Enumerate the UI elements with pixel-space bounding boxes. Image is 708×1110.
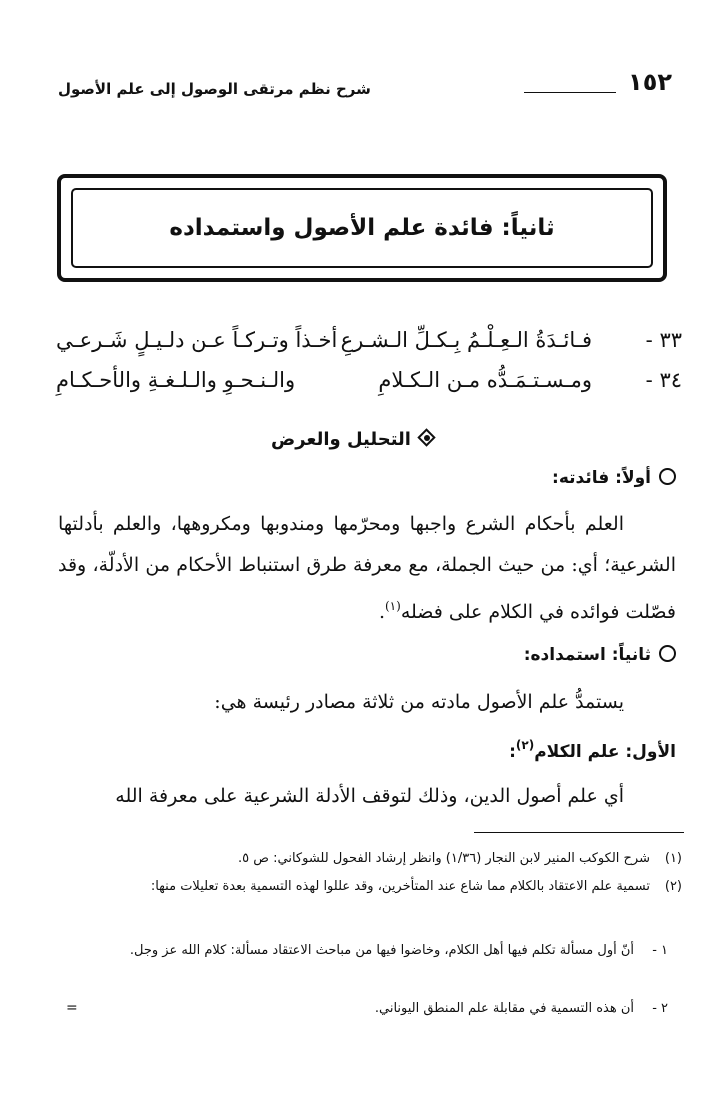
subheading-benefit xyxy=(552,468,676,488)
chapter-title: ثانياً: فائدة علم الأصول واستمداده xyxy=(169,215,555,241)
footnote-text: أن هذه التسمية في مقابلة علم المنطق اليوناني. xyxy=(374,1001,634,1016)
verse-second-hemistich: والـنـحـوِ والـلـغـةِ والأحـكـامِ xyxy=(56,368,296,392)
footnote-text: أنّ أول مسألة تكلم فيها أهل الكلام، وخاضوا فيها من مباحث الاعتقاد مسألة: كلام الله عز وجل. xyxy=(129,943,634,958)
footnote-subitem xyxy=(30,938,682,964)
footnote-subitem-number: ٢ - xyxy=(652,1001,668,1016)
paragraph-kalam xyxy=(58,776,676,817)
verse-number: ٣٣ - xyxy=(645,328,682,352)
paragraph-benefit: العلم بأحكام الشرع واجبها ومحرّمها ومندوبها ومكروهها، والعلم بأدلتها الشرعية؛ أي: من حيث الجملة، مع معرفة طرق استنباط الأحكام من الأدلّة، وقد فصّلت فوائده في الكلام على فضله$^{(١)}$. xyxy=(58,513,676,623)
footnote-separator xyxy=(474,832,684,833)
header-rule xyxy=(524,92,616,93)
footnote-ref: (٢) xyxy=(515,738,535,752)
paragraph-text: أي علم أصول الدين، وذلك لتوقف الأدلة الشرعية على معرفة الله xyxy=(115,785,624,807)
footnote-text: تسمية علم الاعتقاد بالكلام مما شاع عند المتأخرين، وقد عللوا لهذه التسمية بعدة تعليلات منها: xyxy=(150,879,650,894)
subheading-text: أولاً: فائدته: xyxy=(552,468,651,488)
circle-bullet-icon xyxy=(659,468,676,485)
verse-line xyxy=(56,324,682,364)
page-number: ١٥٢ xyxy=(628,68,672,96)
paragraph-sources xyxy=(58,682,676,723)
continuation-mark: = xyxy=(66,1000,78,1016)
section-heading xyxy=(0,428,708,450)
footnote-subitem xyxy=(30,996,682,1022)
circle-bullet-icon xyxy=(659,645,676,662)
verse-number: ٣٤ - xyxy=(645,368,682,392)
verse-first-hemistich: فـائـدَةُ الـعِـلْـمُ بِـكـلِّ الـشـرعِ xyxy=(340,328,592,352)
footnote-ref: (١) xyxy=(384,599,401,613)
footnote-number: (٢) xyxy=(664,879,682,894)
section-heading-text: التحليل والعرض xyxy=(271,429,411,450)
paragraph-text: العلم بأحكام الشرع واجبها ومحرّمها ومندوبها ومكروهها، والعلم بأدلتها الشرعية؛ أي: من حيث الجملة، مع معرفة طرق استنباط الأحكام من الأدلّة، وقد فصّلت فوائده في الكلام على فضله xyxy=(58,513,676,623)
ornament-icon xyxy=(417,428,437,448)
verse-first-hemistich: ومـسـتـمَـدُّه مـن الـكـلامِ xyxy=(378,368,592,392)
verse-second-hemistich: أخـذاً وتـركـاً عـن دلـيـلٍ شَـرعـي xyxy=(56,328,338,352)
heading-colon: : xyxy=(509,742,516,762)
subheading-kalam xyxy=(509,738,676,762)
subheading-sources xyxy=(524,645,676,665)
footnote-subitem-number: ١ - xyxy=(652,943,668,958)
running-header xyxy=(58,68,678,108)
running-title: شرح نظم مرتقى الوصول إلى علم الأصول xyxy=(58,80,371,98)
footnote xyxy=(30,846,682,872)
chapter-title-inner-frame xyxy=(71,188,653,268)
subheading-text: ثانياً: استمداده: xyxy=(523,645,651,665)
chapter-title-frame xyxy=(57,174,667,282)
verse-line xyxy=(56,364,682,404)
paragraph-text: يستمدُّ علم الأصول مادته من ثلاثة مصادر رئيسة هي: xyxy=(214,691,624,713)
subheading-text: الأول: علم الكلام xyxy=(534,742,676,762)
footnote-text: شرح الكوكب المنير لابن النجار (١/٣٦) وانظر إرشاد الفحول للشوكاني: ص ٥. xyxy=(238,851,650,866)
footnote xyxy=(30,874,682,900)
footnote-number: (١) xyxy=(664,851,682,866)
